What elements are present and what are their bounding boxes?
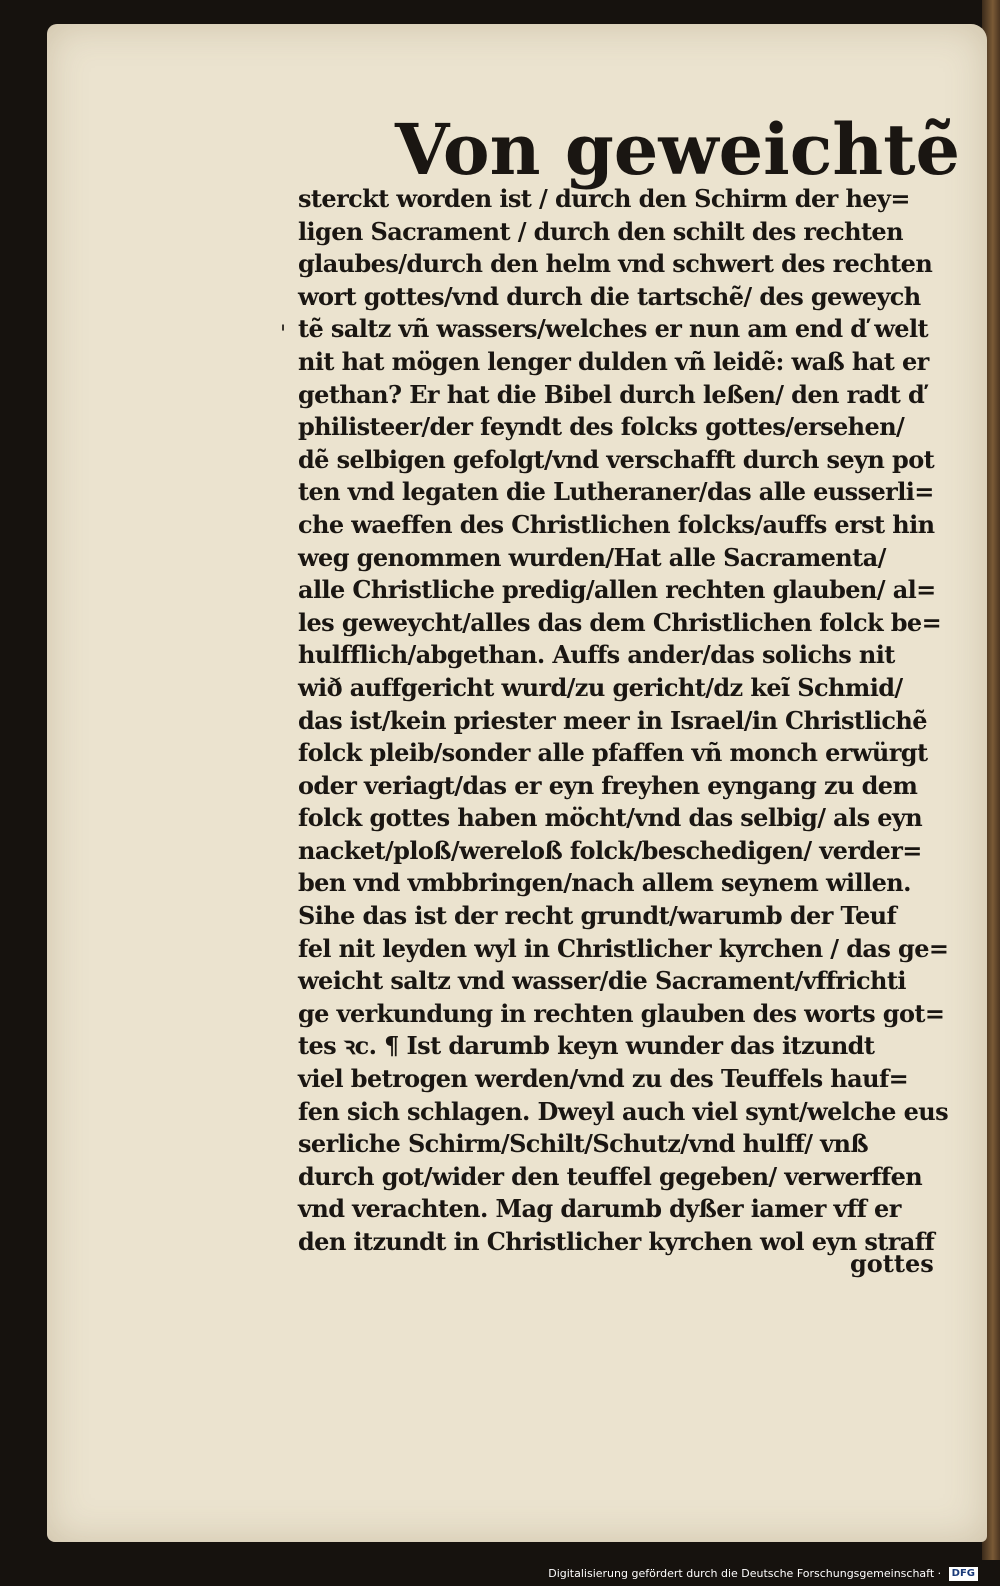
text-line: den itzundt in Christlicher kyrchen wol eyn straff [298,1227,935,1256]
text-line: tẽ saltz vñ wassers/welches er nun am end ď welt [298,314,928,344]
text-line: gethan? Er hat die Bibel durch leßen/ den radt ď [298,379,925,409]
text-line: viel betrogen werden/vnd zu des Teuffels hauf= [298,1064,909,1094]
text-line: ten vnd legaten die Lutheraner/das alle eusserli= [298,477,934,507]
text-line: folck gottes haben möcht/vnd das selbig/ als eyn [298,803,923,833]
text-line: alle Christliche predig/allen rechten glauben/ al= [298,575,936,605]
text-line: oder veriagt/das er eyn freyhen eyngang zu dem [298,770,918,800]
credit-text: Digitalisierung gefördert durch die Deutsche Forschungsgemeinschaft · [548,1567,942,1580]
text-line: sterckt worden ist / durch den Schirm der hey= [298,184,910,213]
text-line: fel nit leyden wyl in Christlicher kyrchen / das ge= [298,933,949,963]
text-line: ge verkundung in rechten glauben des worts got= [298,998,945,1028]
text-line: dẽ selbigen gefolgt/vnd verschafft durch seyn pot [298,444,935,474]
text-line: Sihe das ist der recht grundt/warumb der Teuf [298,901,897,931]
text-line: ligen Sacrament / durch den schilt des rechten [298,216,903,246]
text-line: nit hat mögen lenger dulden vñ leidẽ: waß hat er [298,346,929,376]
text-line: glaubes/durch den helm vnd schwert des rechten [298,249,933,279]
page-heading: Von geweichtẽ [395,108,961,191]
text-line: wort gottes/vnd durch die tartschẽ/ des geweych [298,281,921,311]
text-line: les geweycht/alles das dem Christlichen folck be= [298,607,942,637]
text-line: hulfflich/abgethan. Auffs ander/das solichs nit [298,640,895,670]
text-line: folck pleib/sonder alle pfaffen vñ monch erwürgt [298,738,928,768]
dfg-logo: DFG [949,1567,978,1581]
text-line: wið auffgericht wurd/zu gericht/dz keĩ Schmid/ [298,672,903,702]
text-line: nacket/ploß/wereloß folck/beschedigen/ verder= [298,835,922,865]
text-line: che waeffen des Christlichen folcks/auffs erst hin [298,509,935,539]
text-line: das ist/kein priester meer in Israel/in Christlichẽ [298,705,927,735]
text-line: weg genommen wurden/Hat alle Sacramenta/ [298,542,886,572]
text-line: fen sich schlagen. Dweyl auch viel synt/welche eus [298,1096,949,1126]
catchword: gottes [850,1249,934,1278]
text-line: philisteer/der feyndt des folcks gottes/ersehen/ [298,412,905,442]
text-line: weicht saltz vnd wasser/die Sacrament/vffrichti [298,966,906,996]
text-line: tes ꝛc. ¶ Ist darumb keyn wunder das itzundt [298,1031,875,1061]
digitization-credit [548,1564,978,1584]
text-block [298,183,948,1259]
text-line: durch got/wider den teuffel gegeben/ verwerffen [298,1161,923,1191]
margin-mark: ' [280,322,287,347]
text-line: vnd verachten. Mag darumb dyßer iamer vff er [298,1194,901,1224]
text-line: serliche Schirm/Schilt/Schutz/vnd hulff/ vnß [298,1129,869,1159]
text-line: ben vnd vmbbringen/nach allem seynem willen. [298,868,911,898]
